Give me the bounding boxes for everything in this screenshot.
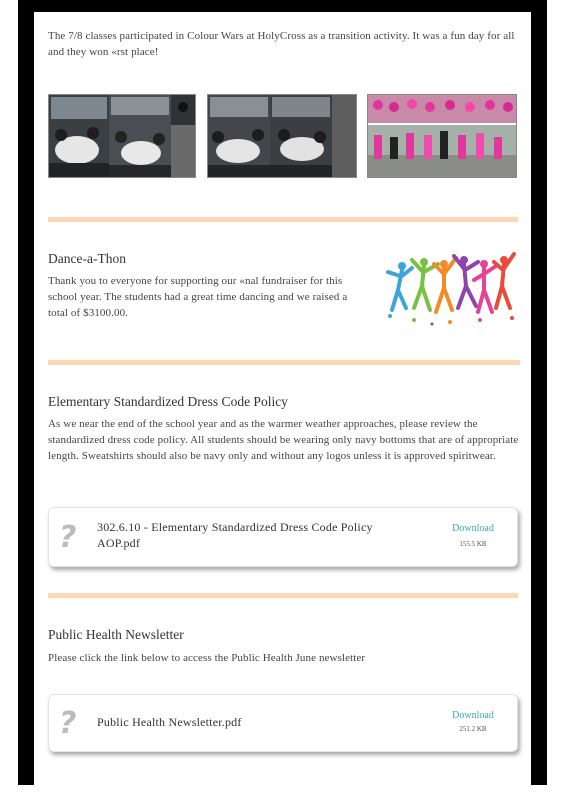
dance-title: Dance-a-Thon (48, 251, 126, 266)
section-divider (48, 217, 518, 222)
download-link[interactable]: Download (452, 523, 494, 534)
photo-classroom-1[interactable] (48, 94, 196, 178)
newsletter-body (34, 12, 531, 785)
file-unknown-icon: ? (59, 520, 77, 555)
photo-classroom-2[interactable] (207, 94, 357, 178)
newsletter-text: Please click the link below to access the Public Health June newsletter (48, 652, 366, 664)
file-size: 155.5 KB (459, 540, 487, 548)
file-size: 251.2 KB (459, 725, 487, 733)
dress-code-text: As we near the end of the school year and as the warmer weather approaches, please review the standardized dress code policy. All students should be wearing only navy bottoms that are of appropriate length. Sweatshirts should also be navy only and without any logos unless it is approved spiritwear. (48, 418, 519, 462)
page-frame-left (18, 0, 34, 785)
photo-colour-wars[interactable] (367, 94, 517, 178)
attachment-filename[interactable]: Public Health Newsletter.pdf (97, 715, 242, 729)
file-unknown-icon: ? (59, 706, 77, 741)
photo-classroom-1-image (49, 95, 195, 177)
newsletter-title: Public Health Newsletter (48, 627, 184, 642)
page-frame-right (531, 0, 547, 785)
section-divider (48, 593, 518, 598)
page-frame-top (18, 0, 547, 12)
section-divider (48, 360, 520, 365)
download-link[interactable]: Download (452, 710, 494, 721)
colour-wars-text: The 7/8 classes participated in Colour Wars at HolyCross as a transition activity. It was a fun day for all and they won «rst place! (48, 30, 515, 58)
attachment-filename[interactable]: 302.6.10 - Elementary Standardized Dress Code Policy AOP.pdf (97, 520, 373, 550)
newsletter-attachment[interactable] (48, 694, 518, 752)
photo-colour-wars-image (368, 95, 516, 177)
dance-text: Thank you to everyone for supporting our «nal fundraiser for this school year. The students had a great time dancing and we raised a total of $3100.00. (48, 275, 348, 319)
photo-classroom-2-image (208, 95, 356, 177)
dress-code-attachment[interactable] (48, 507, 518, 567)
dancers-illustration (384, 250, 519, 330)
dress-code-title: Elementary Standardized Dress Code Policy (48, 394, 288, 409)
